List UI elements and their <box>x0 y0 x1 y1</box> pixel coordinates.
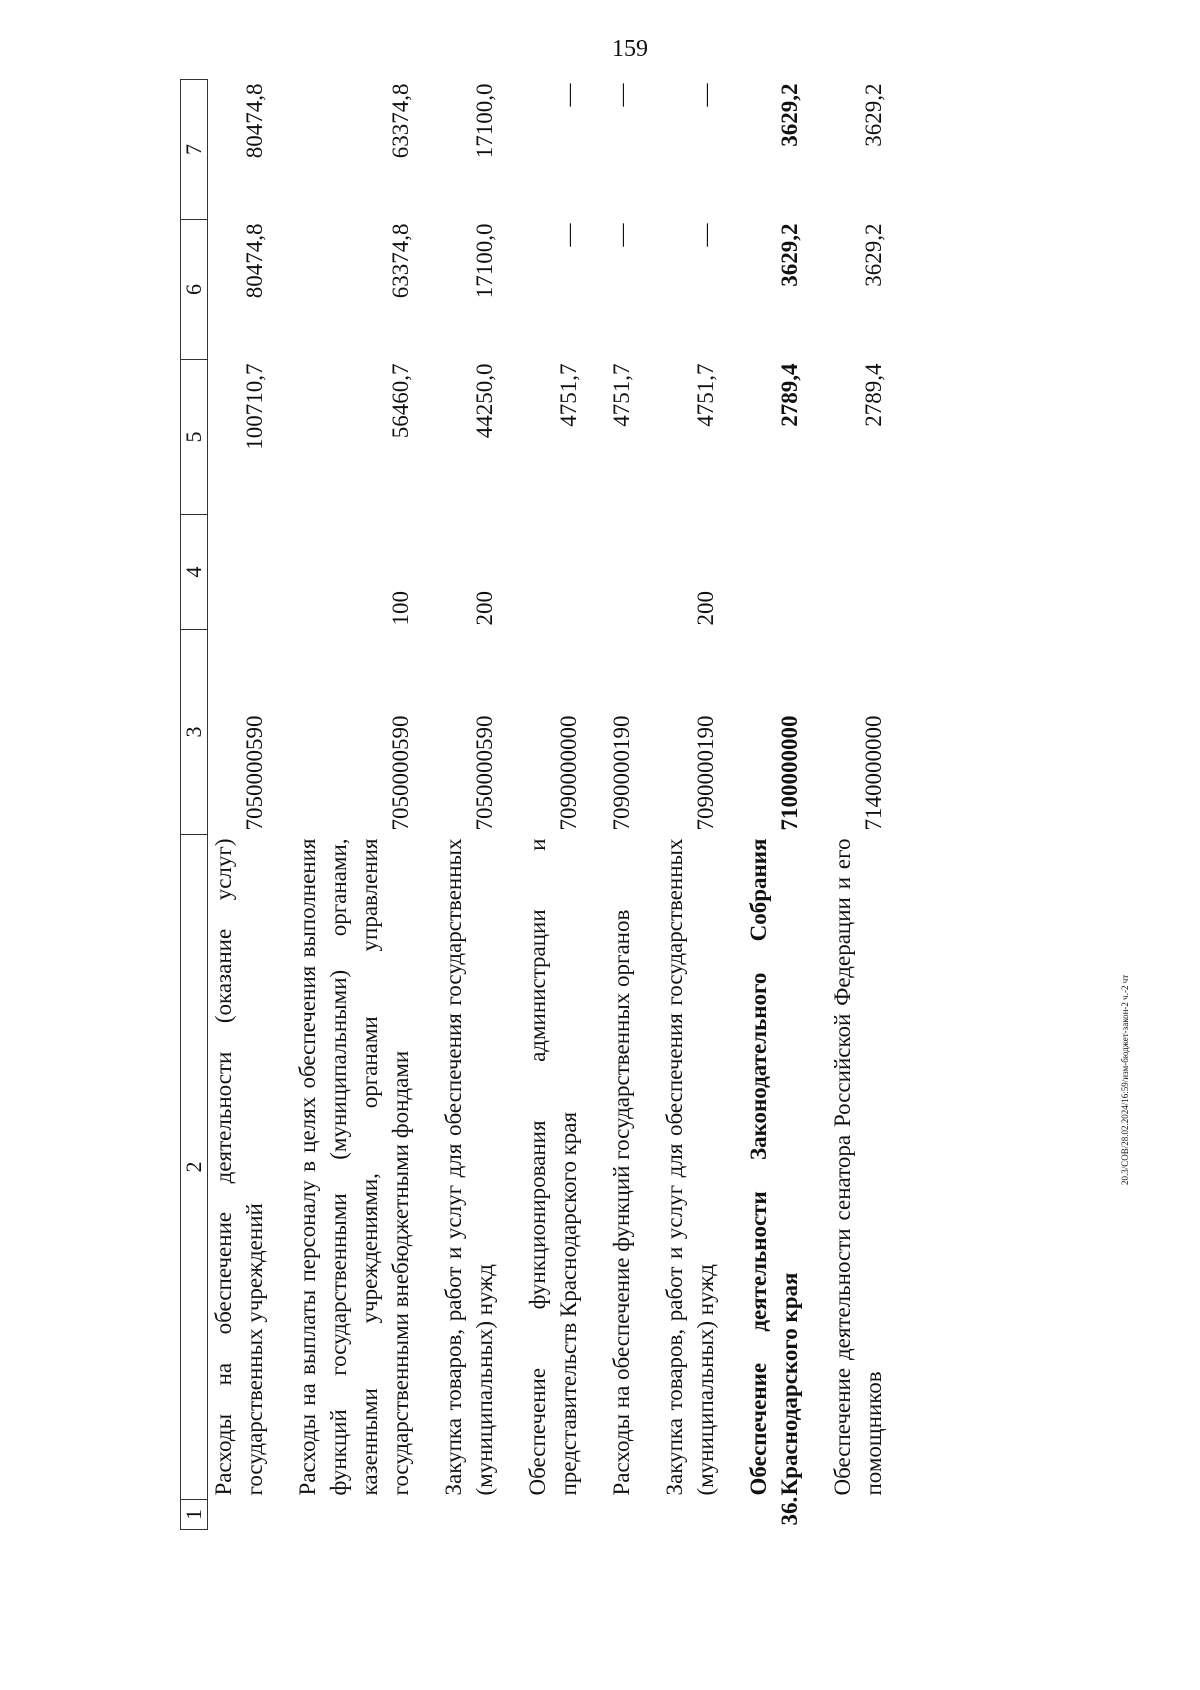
row-description: Расходы на выплаты персоналу в целях обеспечения выполнения функций государственными (муниципальными) органами, казенными учреждениями, органами управления государственными внебюджетными фондами <box>295 838 413 1496</box>
row-number <box>208 1500 271 1530</box>
document-code: 20.3/СОВ/28.02.2024/16:59/изм-бюджет-закон-2 ч.-2 чт <box>1120 974 1130 1185</box>
amount-year-3: 63374,8 <box>388 83 413 159</box>
row-description: Расходы на обеспечение функций государственных органов <box>609 909 634 1496</box>
target-article-code: 7050000590 <box>472 715 497 831</box>
row-description: Закупка товаров, работ и услуг для обеспечения государственных (муниципальных) нужд <box>662 838 718 1496</box>
target-article-code: 7090000000 <box>556 715 581 831</box>
amount-year-1: 4751,7 <box>556 363 581 427</box>
column-header: 5 <box>181 360 208 515</box>
table-row <box>584 80 637 1530</box>
row-number <box>637 1500 721 1530</box>
column-header: 1 <box>181 1500 208 1530</box>
amount-year-1: 44250,0 <box>472 363 497 439</box>
budget-table <box>180 79 889 1530</box>
table-row <box>637 80 721 1530</box>
target-article-code: 7050000590 <box>242 715 267 831</box>
table-row <box>416 80 500 1530</box>
amount-year-2: 63374,8 <box>388 223 413 299</box>
amount-year-3: 80474,8 <box>242 83 267 159</box>
expense-type-code: 200 <box>693 591 718 626</box>
target-article-code: 7140000000 <box>861 715 886 831</box>
amount-year-2: 17100,0 <box>472 223 497 299</box>
amount-year-3: — <box>693 83 718 107</box>
table-row <box>500 80 584 1530</box>
column-header: 2 <box>181 835 208 1500</box>
row-description: Обеспечение функционирования администрации и представительств Краснодарского края <box>525 838 581 1496</box>
table-row <box>721 80 805 1530</box>
row-number <box>805 1500 889 1530</box>
expense-type-code <box>584 515 637 630</box>
amount-year-2: 3629,2 <box>861 223 886 287</box>
row-number <box>500 1500 584 1530</box>
amount-year-3: — <box>556 83 581 107</box>
amount-year-1: 2789,4 <box>861 363 886 427</box>
amount-year-2: — <box>556 223 581 247</box>
column-header: 4 <box>181 515 208 630</box>
expense-type-code: 100 <box>388 591 413 626</box>
target-article-code: 7100000000 <box>777 715 802 831</box>
expense-type-code <box>500 515 584 630</box>
expense-type-code <box>721 515 805 630</box>
column-header: 6 <box>181 220 208 360</box>
amount-year-3: 3629,2 <box>861 83 886 147</box>
row-number <box>584 1500 637 1530</box>
expense-type-code <box>805 515 889 630</box>
header-row <box>181 80 208 1530</box>
expense-type-code <box>208 515 271 630</box>
expense-type-code: 200 <box>472 591 497 626</box>
target-article-code: 7090000190 <box>609 715 634 831</box>
target-article-code: 7090000190 <box>693 715 718 831</box>
row-description: Обеспечение деятельности Законодательного Собрания Краснодарского края <box>746 838 802 1496</box>
amount-year-2: — <box>693 223 718 247</box>
row-number: 36. <box>777 1496 802 1526</box>
amount-year-1: 4751,7 <box>609 363 634 427</box>
amount-year-3: 3629,2 <box>777 83 802 147</box>
column-header: 7 <box>181 80 208 220</box>
amount-year-2: — <box>609 223 634 247</box>
table-row <box>805 80 889 1530</box>
amount-year-2: 3629,2 <box>777 223 802 287</box>
amount-year-1: 2789,4 <box>777 363 802 427</box>
amount-year-3: — <box>609 83 634 107</box>
target-article-code: 7050000590 <box>388 715 413 831</box>
amount-year-2: 80474,8 <box>242 223 267 299</box>
amount-year-1: 100710,7 <box>242 363 267 450</box>
row-description: Обеспечение деятельности сенатора Российской Федерации и его помощников <box>830 838 886 1496</box>
table-row <box>208 80 271 1530</box>
row-description: Закупка товаров, работ и услуг для обеспечения государственных (муниципальных) нужд <box>441 838 497 1496</box>
table-row <box>270 80 416 1530</box>
amount-year-1: 4751,7 <box>693 363 718 427</box>
amount-year-3: 17100,0 <box>472 83 497 159</box>
row-number <box>416 1500 500 1530</box>
column-header: 3 <box>181 630 208 835</box>
row-description: Расходы на обеспечение деятельности (оказание услуг) государственных учреждений <box>211 838 267 1496</box>
page-number: 159 <box>612 36 648 62</box>
row-number <box>270 1500 416 1530</box>
rotated-table-container <box>180 80 1080 1530</box>
amount-year-1: 56460,7 <box>388 363 413 439</box>
